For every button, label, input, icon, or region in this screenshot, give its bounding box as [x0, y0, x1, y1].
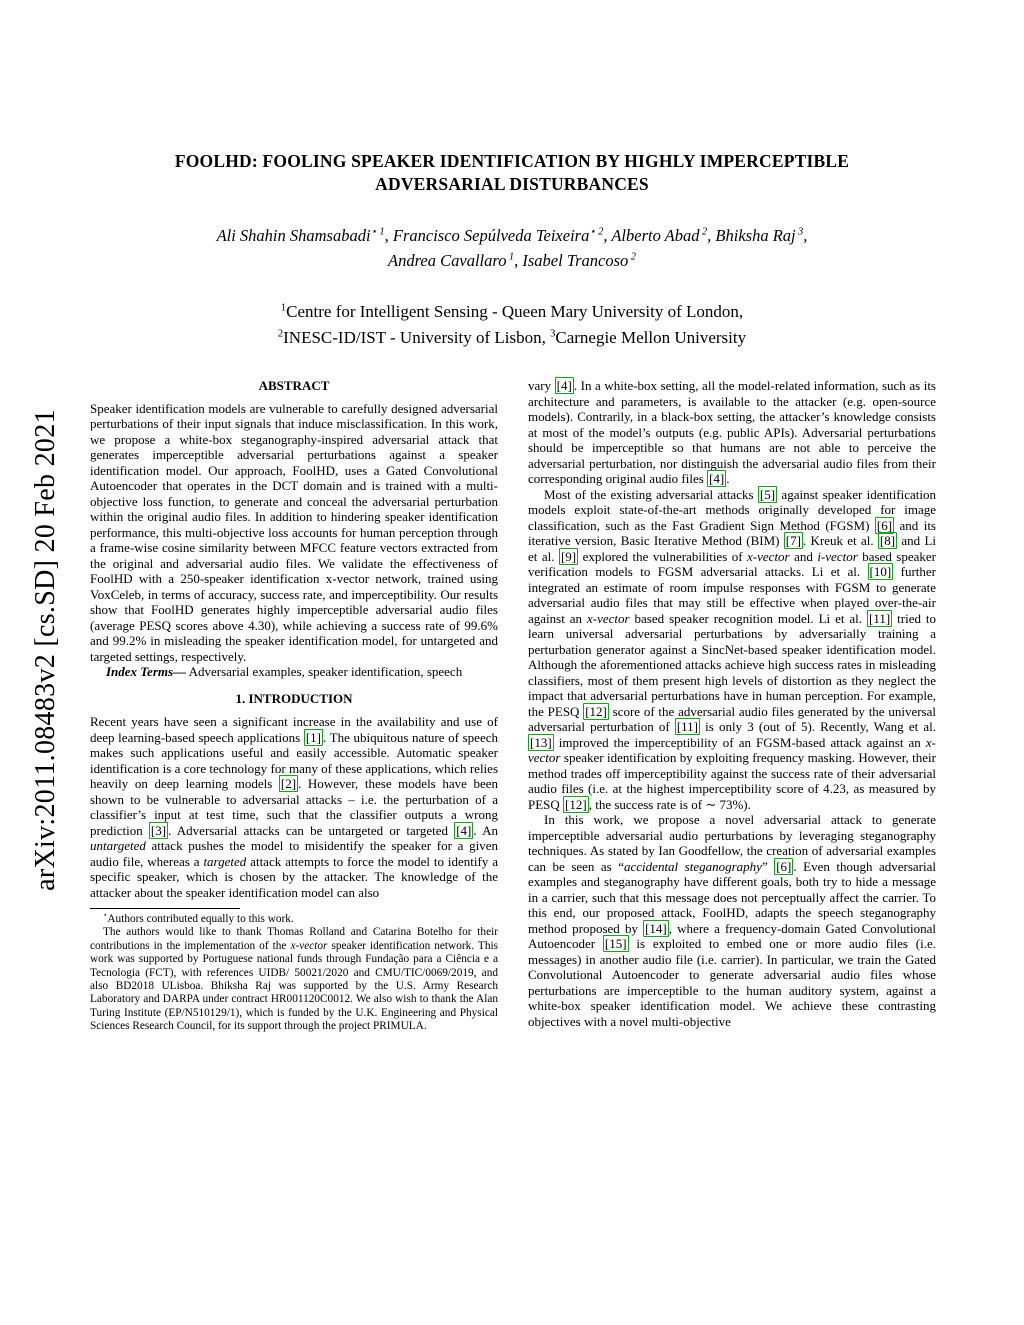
footnote-block — [90, 908, 498, 1034]
superscript-marker: 2 — [277, 328, 284, 340]
citation-link[interactable]: [12] — [565, 796, 587, 812]
superscript-marker: 3 — [550, 328, 556, 340]
paper-title — [0, 150, 1024, 196]
citation-link[interactable]: [4] — [456, 822, 472, 838]
superscript-marker: ⋆ — [103, 911, 108, 920]
title-line-1: FOOLHD: FOOLING SPEAKER IDENTIFICATION BY HIGHLY IMPERCEPTIBLE — [174, 151, 850, 171]
superscript-marker: 1 — [280, 302, 287, 314]
citation-link[interactable]: [5] — [759, 486, 776, 502]
affiliation-line-2: $^2$INESC-ID/IST - University of Lisbon, $^3$Carnegie Mellon University — [277, 328, 747, 347]
authors — [0, 223, 1024, 273]
superscript-marker: ⋆ 1 — [370, 226, 385, 238]
paper-header — [0, 0, 1024, 351]
left-column — [90, 378, 498, 1034]
citation-link[interactable]: [8] — [879, 533, 896, 548]
authors-line-2: Andrea Cavallaro $^1$, Isabel Trancoso $^2$ — [388, 251, 636, 270]
citation-link[interactable]: [11] — [869, 610, 891, 626]
right-column — [528, 378, 936, 1034]
affiliations — [0, 299, 1024, 351]
citation-link[interactable]: [15] — [604, 936, 627, 951]
index-terms-text: Adversarial examples, speaker identification, speech — [186, 664, 463, 679]
superscript-marker: 3 — [795, 226, 804, 238]
paragraph-related-work: Most of the existing adversarial attacks [5] against speaker identification models exploit state-of-the-art methods originally developed for image classification, such as the Fast Gradient Sign Method (FGSM) [6] and its iterative version, Basic Iterative Method (BIM) [7] . Kreuk et al. [8] and Li et al. [9] explored the vulnerabilities of x-vector and i-vector based speaker verification models to FGSM adversarial attacks. Li et al. [10] further integrated an estimate of room impulse responses with FGSM to generate adversarial audio files that may still be effective when played over-the-air against an x-vector based speaker recognition model. Li et al. [11] tried to learn universal adversarial perturbations by adversarially training a perturbation generator against a SincNet-based speaker identification model. Although the aforementioned attacks achieve high success rates in misleading classifiers, most of them present high levels of distortion as they neglect the impact that adversarial perturbations have in human perception. For example, the PESQ [12] score of the adversarial audio files generated by the universal adversarial perturbation of [11] is only 3 (out of 5). Recently, Wang et al. [13] improved the imperceptibility of an FGSM-based attack against an x-vector speaker identification by exploiting frequency masking. However, their method trades off imperceptibility against the success rate of their adversarial audio files (i.e. at the highest imperceptibility score of 4.23, as measured by PESQ [12] , the success rate is of ∼ 73%). — [528, 486, 937, 812]
two-column-body — [90, 378, 936, 1034]
arxiv-watermark: arXiv:2011.08483v2 [cs.SD] 20 Feb 2021 — [30, 409, 61, 891]
affiliation-line-1: $^1$Centre for Intelligent Sensing - Queen Mary University of London, — [280, 302, 744, 321]
citation-link[interactable]: [6] — [876, 517, 893, 533]
section-heading-introduction: 1. INTRODUCTION — [235, 690, 353, 706]
superscript-marker: 1 — [506, 251, 515, 263]
footnote-equal-contribution: ⋆Authors contributed equally to this work. — [103, 911, 294, 925]
citation-link[interactable]: [10] — [869, 564, 892, 579]
title-line-2: ADVERSARIAL DISTURBANCES — [375, 174, 649, 194]
citation-link[interactable]: [6] — [776, 858, 792, 874]
citation-link[interactable]: [12] — [585, 703, 607, 719]
superscript-marker: ⋆ 2 — [589, 226, 604, 238]
superscript-marker: 2 — [699, 226, 708, 238]
paragraph-whitebox-blackbox: vary [4] . In a white-box setting, all the model-related information, such as its architecture and parameters, is available to the attacker (e.g. open-source models). Contrarily, in a black-box setting, the attacker’s knowledge consists at most of the model’s outputs (e.g. public APIs). Adversarial perturbations should be imperceptible so that humans are not able to perceive the adversarial perturbation, nor distinguish the adversarial audio files from their corresponding original audio files [4] . — [528, 378, 936, 486]
index-terms-label: Index Terms— — [106, 664, 187, 679]
abstract-text: Speaker identification models are vulnerable to carefully designed adversarial perturbations of their input signals that induce misclassification. In this work, we propose a white-box steganography-inspired adversarial attack that generates imperceptible adversarial perturbations against a speaker identification model. Our approach, FoolHD, uses a Gated Convolutional Autoencoder that operates in the DCT domain and is trained with a multi-objective loss function, to generate and conceal the adversarial perturbation within the original audio files. In addition to hindering speaker identification performance, this multi-objective loss accounts for human perception through a frame-wise cosine similarity between MFCC feature vectors extracted from the original and adversarial audio files. We validate the effectiveness of FoolHD with a 250-speaker identification x-vector network, trained using VoxCeleb, in terms of accuracy, success rate, and imperceptibility. Our results show that FoolHD generates highly imperceptible adversarial audio files (average PESQ scores above 4.30), while achieving a success rate of 99.6% and 99.2% in misleading the speaker identification model, for untargeted and targeted settings, respectively. — [90, 400, 498, 664]
footnote-acknowledgments: The authors would like to thank Thomas Rolland and Catarina Botelho for their contributions in the implementation of the x-vector speaker identification network. This work was supported by Portuguese national funds through Fundação para a Ciência e a Tecnologia (FCT), with references UIDB/ 50021/2020 and CMU/TIC/0069/2019, and also BD2018 ULisboa. Bhiksha Raj was supported by the U.S. Army Research Laboratory and DARPA under contract HR001120C0012. We also wish to thank the Alan Turing Institute (EP/N510129/1), which is funded by the U.K. Engineering and Physical Sciences Research Council, for its support through the project PRIMULA. — [90, 926, 498, 1033]
citation-link[interactable]: [13] — [530, 734, 552, 750]
footnote-rule — [90, 908, 240, 909]
index-terms — [90, 664, 498, 680]
citation-link[interactable]: [4] — [556, 378, 572, 393]
citation-link[interactable]: [9] — [560, 548, 577, 564]
citation-link[interactable]: [14] — [645, 920, 667, 936]
paragraph-contribution: In this work, we propose a novel adversarial attack to generate imperceptible adversarial audio perturbations by leveraging steganography techniques. As stated by Ian Goodfellow, the creation of adversarial examples can be seen as “accidental steganography” [6] . Even though adversarial examples and steganography have different goals, both try to hide a message in a carrier, such that this message does not perceptually affect the carrier. To this end, our proposed attack, FoolHD, adapts the speech steganography method proposed by [14] , where a frequency-domain Gated Convolutional Autoencoder [15] is exploited to embed one or more audio files (i.e. messages) in another audio file (i.e. carrier). In particular, we train the Gated Convolutional Autoencoder to generate adversarial audio files whose perturbations are imperceptible to the human auditory system, against a white-box speaker identification model. We achieve these contrasting objectives with a novel multi-objective — [528, 812, 936, 1029]
intro-paragraph: Recent years have seen a significant increase in the availability and use of deep learning-based speech applications [1] . The ubiquitous nature of speech makes such applications useful and easily accessible. Automatic speaker identification is a core technology for many of these applications, which relies heavily on deep learning models [2] . However, these models have been shown to be vulnerable to adversarial attacks – i.e. the perturbation of a classifier’s input at test time, such that the classifier outputs a wrong prediction [3] . Adversarial attacks can be untargeted or targeted [4] . An untargeted attack pushes the model to misidentify the speaker for a given audio file, whereas a targeted attack attempts to force the model to identify a specific speaker, which is chosen by the attacker. The knowledge of the attacker about the speaker identification model can also — [90, 714, 499, 900]
abstract-heading: ABSTRACT — [258, 378, 330, 393]
citation-link[interactable]: [1] — [305, 729, 321, 745]
citation-link[interactable]: [2] — [280, 776, 297, 791]
authors-line-1: Ali Shahin Shamsabadi$^{⋆ 1}$, Francisco Sepúlveda Teixeira$^{⋆ 2}$, Alberto Abad $^2$, Bhiksha Raj $^3$, — [216, 226, 808, 245]
citation-link[interactable]: [4] — [709, 471, 725, 486]
superscript-marker: 2 — [628, 251, 636, 263]
citation-link[interactable]: [11] — [676, 719, 699, 734]
citation-link[interactable]: [3] — [150, 822, 167, 838]
citation-link[interactable]: [7] — [785, 533, 801, 548]
